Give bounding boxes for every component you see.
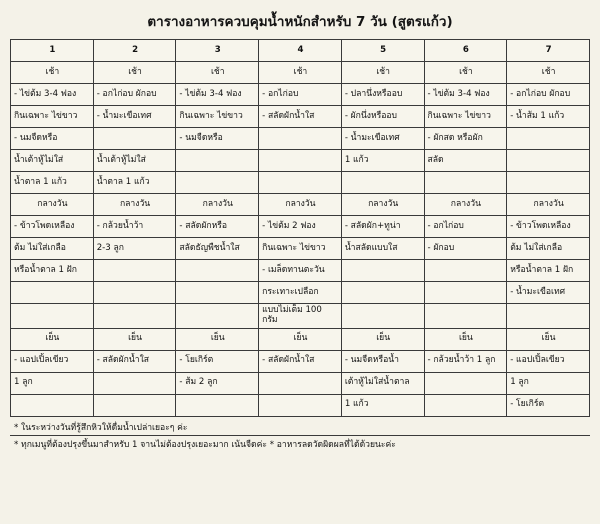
table-header-row (11, 40, 590, 62)
meal-header-cell: กลางวัน (11, 194, 94, 216)
table-row (11, 304, 590, 329)
footnote-1: * ในระหว่างวันที่รู้สึกหิวให้ดื่มน้ำเปล่าเยอะๆ ค่ะ (14, 422, 188, 433)
food-cell (259, 150, 342, 172)
column-header-7: 7 (507, 40, 590, 62)
food-cell (93, 372, 176, 394)
column-header-5: 5 (341, 40, 424, 62)
table-row (11, 282, 590, 304)
food-cell: - โยเกิร์ต (176, 350, 259, 372)
food-cell (11, 394, 94, 416)
food-cell: 1 แก้ว (341, 394, 424, 416)
food-cell: - อกไก่อบ ผักอบ (507, 84, 590, 106)
food-cell: - ไข่ต้ม 3-4 ฟอง (424, 84, 507, 106)
food-cell (176, 282, 259, 304)
food-cell (176, 304, 259, 329)
meal-header-cell: เช้า (424, 62, 507, 84)
food-cell (259, 394, 342, 416)
food-cell: - ข้าวโพดเหลือง (507, 216, 590, 238)
meal-header-cell: เย็น (424, 328, 507, 350)
meal-header-cell: เย็น (507, 328, 590, 350)
food-cell: น้ำตาล 1 แก้ว (11, 172, 94, 194)
food-cell: - สลัดผักน้ำใส (259, 106, 342, 128)
table-row (11, 372, 590, 394)
food-cell (341, 282, 424, 304)
food-cell (93, 128, 176, 150)
food-cell (341, 172, 424, 194)
food-cell (424, 372, 507, 394)
meal-header-cell: เย็น (259, 328, 342, 350)
food-cell (259, 372, 342, 394)
food-cell: - ผักนึ่งหรืออบ (341, 106, 424, 128)
food-cell: ต้ม ไม่ใส่เกลือ (507, 238, 590, 260)
table-row (11, 62, 590, 84)
table-row (11, 216, 590, 238)
food-cell: ต้ม ไม่ใส่เกลือ (11, 238, 94, 260)
food-cell (424, 172, 507, 194)
food-cell (507, 150, 590, 172)
meal-header-cell: เช้า (11, 62, 94, 84)
food-cell: - น้ำมะเขือเทศ (93, 106, 176, 128)
meal-header-cell: เย็น (93, 328, 176, 350)
food-cell: - สลัดผักน้ำใส (93, 350, 176, 372)
food-cell: กินเฉพาะ ไข่ขาว (424, 106, 507, 128)
food-cell: - สลัดผักหรือ (176, 216, 259, 238)
food-cell (176, 172, 259, 194)
food-cell: - อกไก่อบ (424, 216, 507, 238)
food-cell: - ผักสด หรือผัก (424, 128, 507, 150)
food-cell: กินเฉพาะ ไข่ขาว (176, 106, 259, 128)
food-cell: น้ำตาล 1 แก้ว (93, 172, 176, 194)
food-cell (341, 260, 424, 282)
food-cell (93, 304, 176, 329)
food-cell: - สลัดผัก+ทูน่า (341, 216, 424, 238)
food-cell: หรือน้ำตาล 1 ฝัก (11, 260, 94, 282)
food-cell: - ไข่ต้ม 3-4 ฟอง (11, 84, 94, 106)
table-row (11, 150, 590, 172)
food-cell: - เมล็ดทานตะวัน (259, 260, 342, 282)
food-cell (176, 394, 259, 416)
food-cell: กินเฉพาะ ไข่ขาว (259, 238, 342, 260)
food-cell: 2-3 ลูก (93, 238, 176, 260)
food-cell: 1 ลูก (507, 372, 590, 394)
food-cell: - โยเกิร์ต (507, 394, 590, 416)
table-row (11, 238, 590, 260)
food-cell: เต้าหู้ไม่ใส่น้ำตาล (341, 372, 424, 394)
food-cell: - นมจืดหรือ (11, 128, 94, 150)
food-cell (259, 128, 342, 150)
food-cell: - แอปเปิ้ลเขียว (11, 350, 94, 372)
page-title: ตารางอาหารควบคุมน้ำหนักสำหรับ 7 วัน (สูตรแก้ว) (147, 14, 453, 30)
food-cell: - นมจืดหรือน้ำ (341, 350, 424, 372)
table-row (11, 128, 590, 150)
meal-header-cell: กลางวัน (341, 194, 424, 216)
column-header-2: 2 (93, 40, 176, 62)
food-cell: - ปลานึ่งหรืออบ (341, 84, 424, 106)
meal-header-cell: เช้า (341, 62, 424, 84)
column-header-6: 6 (424, 40, 507, 62)
table-row (11, 194, 590, 216)
food-cell (176, 260, 259, 282)
table-row (11, 106, 590, 128)
food-cell: สลัด (424, 150, 507, 172)
food-cell: กระเทาะเปลือก (259, 282, 342, 304)
food-cell (93, 260, 176, 282)
food-cell (176, 150, 259, 172)
meal-header-cell: เช้า (259, 62, 342, 84)
table-row (11, 172, 590, 194)
food-cell: - ผักอบ (424, 238, 507, 260)
food-cell: - แอปเปิ้ลเขียว (507, 350, 590, 372)
food-cell: - ไข่ต้ม 2 ฟอง (259, 216, 342, 238)
table-row (11, 394, 590, 416)
column-header-1: 1 (11, 40, 94, 62)
meal-header-cell: กลางวัน (176, 194, 259, 216)
food-cell: - น้ำมะเขือเทศ (341, 128, 424, 150)
meal-header-cell: เช้า (507, 62, 590, 84)
food-cell: แบบไม่เต็ม 100 กรัม (259, 304, 342, 329)
table-row (11, 260, 590, 282)
food-cell (507, 172, 590, 194)
food-cell: - ข้าวโพดเหลือง (11, 216, 94, 238)
food-cell (11, 282, 94, 304)
meal-header-cell: เช้า (93, 62, 176, 84)
meal-header-cell: เย็น (341, 328, 424, 350)
column-header-3: 3 (176, 40, 259, 62)
food-cell (424, 304, 507, 329)
food-cell (424, 260, 507, 282)
food-cell: - ไข่ต้ม 3-4 ฟอง (176, 84, 259, 106)
table-row (11, 350, 590, 372)
table-row (11, 84, 590, 106)
food-cell: สลัดธัญพืชน้ำใส (176, 238, 259, 260)
food-cell (11, 304, 94, 329)
food-cell: น้ำเต้าหู้ไม่ใส่ (11, 150, 94, 172)
food-cell (424, 394, 507, 416)
meal-header-cell: กลางวัน (93, 194, 176, 216)
food-cell (93, 282, 176, 304)
meal-header-cell: เย็น (11, 328, 94, 350)
food-cell: - สลัดผักน้ำใส (259, 350, 342, 372)
food-cell: - กล้วยน้ำว้า (93, 216, 176, 238)
food-cell (424, 282, 507, 304)
food-cell: 1 ลูก (11, 372, 94, 394)
food-cell: - นมจืดหรือ (176, 128, 259, 150)
food-cell: - ส้ม 2 ลูก (176, 372, 259, 394)
diet-table (10, 39, 590, 417)
food-cell (93, 394, 176, 416)
food-cell: น้ำสลัดแบบใส (341, 238, 424, 260)
food-cell: - กล้วยน้ำว้า 1 ลูก (424, 350, 507, 372)
meal-header-cell: กลางวัน (507, 194, 590, 216)
meal-header-cell: กลางวัน (424, 194, 507, 216)
food-cell (507, 128, 590, 150)
food-cell: น้ำเต้าหู้ไม่ใส่ (93, 150, 176, 172)
food-cell: - อกไก่อบ (259, 84, 342, 106)
food-cell: 1 แก้ว (341, 150, 424, 172)
meal-header-cell: เย็น (176, 328, 259, 350)
food-cell (507, 304, 590, 329)
column-header-4: 4 (259, 40, 342, 62)
food-cell: - อกไก่อบ ผักอบ (93, 84, 176, 106)
food-cell (259, 172, 342, 194)
meal-header-cell: เช้า (176, 62, 259, 84)
table-body (11, 40, 590, 417)
footnotes (10, 420, 590, 453)
food-cell: หรือน้ำตาล 1 ฝัก (507, 260, 590, 282)
food-cell: - น้ำมะเขือเทศ (507, 282, 590, 304)
table-row (11, 328, 590, 350)
footnote-2: * ทุกเมนูที่ต้องปรุงขึ้นมาสำหรับ 1 จานไม่ต้องปรุงเยอะมาก เน้นจืดค่ะ * อาหารลดวัดผิดผลที่ได้ด้วยนะค่ะ (10, 435, 590, 453)
food-cell: - น้ำส้ม 1 แก้ว (507, 106, 590, 128)
meal-header-cell: กลางวัน (259, 194, 342, 216)
food-cell (341, 304, 424, 329)
food-cell: กินเฉพาะ ไข่ขาว (11, 106, 94, 128)
